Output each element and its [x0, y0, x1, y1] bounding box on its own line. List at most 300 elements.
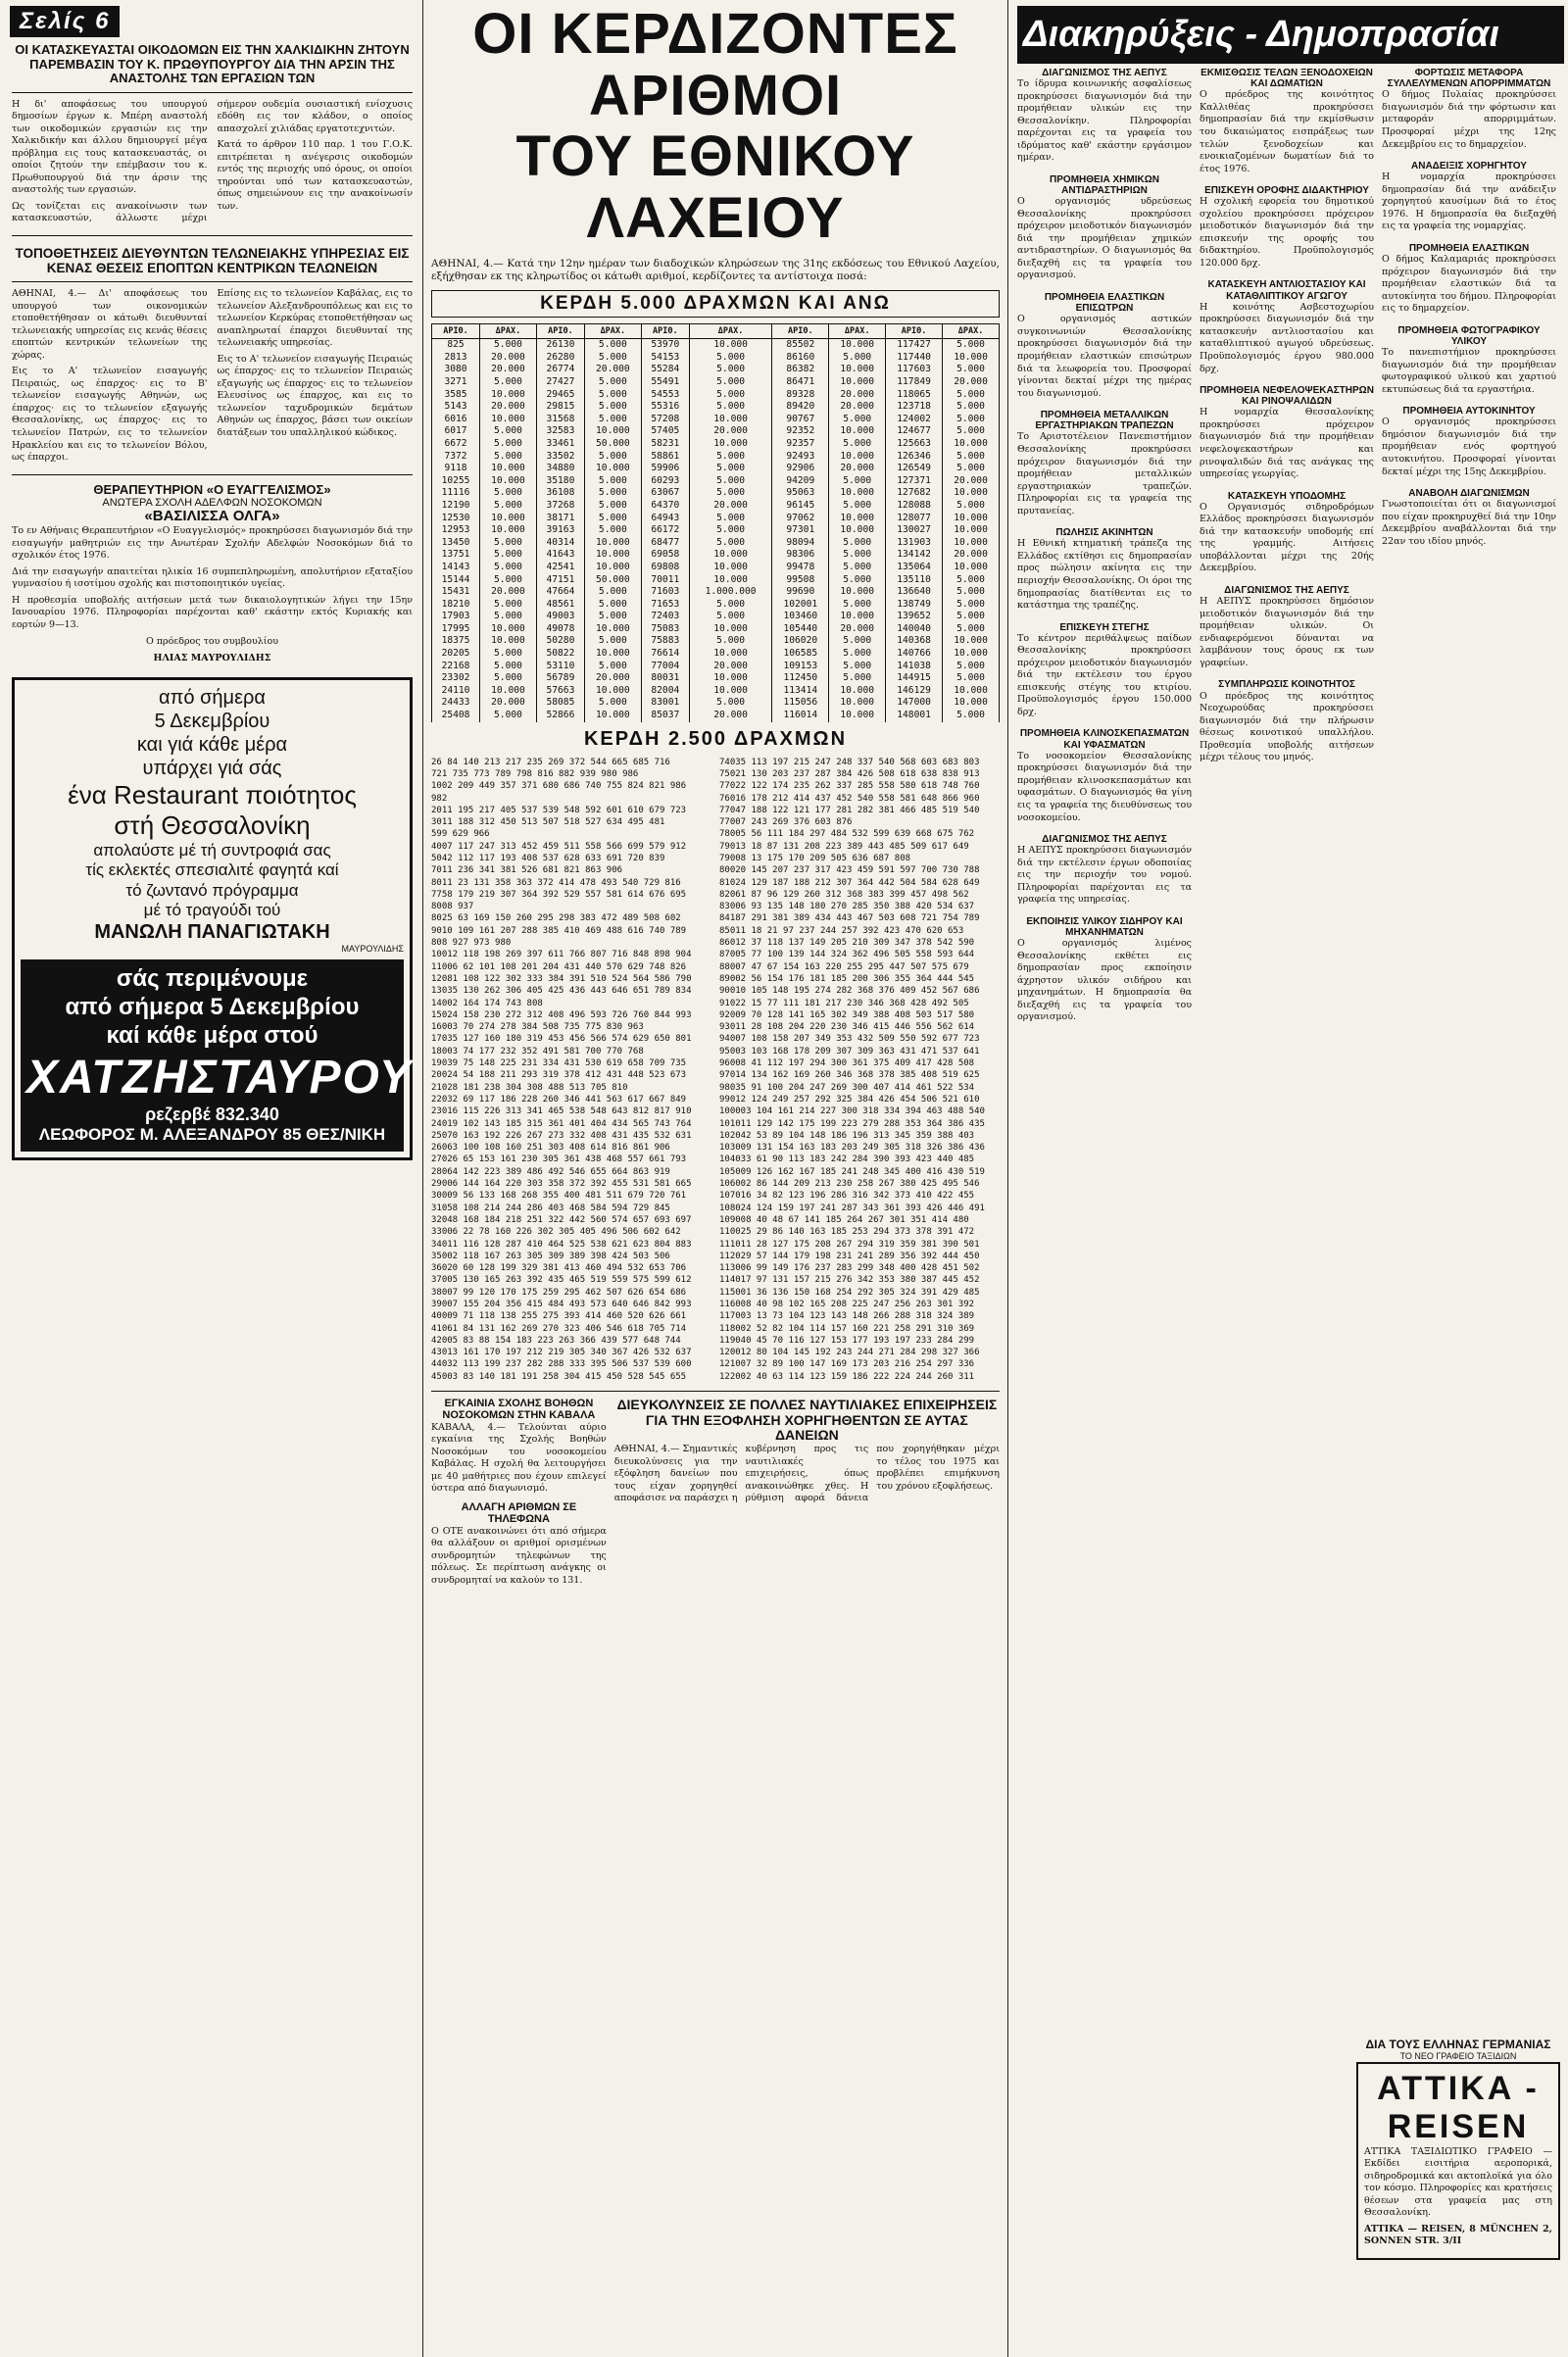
ticket-number-cell: 18375: [432, 635, 480, 648]
notice-headline: ΠΡΟΜΗΘΕΙΑ ΑΥΤΟΚΙΝΗΤΟΥ: [1402, 406, 1536, 417]
article-paragraph: ΑΘΗΝΑΙ, 4.— Σημαντικές διευκολύνσεις για την εξόφληση δανείων που τους είχαν χορηγηθεί αποφάσισε να παράσχει η κυβέρνηση προς τις ναυτιλιακές επιχειρήσεις, όπως ανακοινώθηκε χθες. Η ρύθμιση αφορά δάνεια που χορηγήθηκαν μέχρι το τέλος του 1975 και προβλέπει επιμήκυνση του χρόνου εξοφλήσεως.: [613, 1444, 1000, 1504]
ad-line: μέ τό τραγούδι τού: [143, 901, 281, 920]
table-row: [432, 425, 1000, 438]
prize-amount-cell: 5.000: [829, 599, 886, 612]
prize-amount-cell: 5.000: [480, 599, 537, 612]
notice-text: Ο πρόεδρος της κοινότητος Καλλιθέας προκηρύσσει δημοπρασίαν διά την εκμίσθωσιν του δικαιώματος εισπράξεως των τελών ξενοδοχείων και ενοικιαζομένων δωματίων διά το έτος 1976.: [1200, 89, 1374, 174]
prize-amount-cell: 5.000: [480, 339, 537, 352]
table-row: [432, 672, 1000, 685]
number-line: 982: [431, 793, 448, 804]
prize-amount-cell: 5.000: [943, 710, 1000, 722]
number-line: 20024 54 188 211 293 319 378 412 431 448 523 673: [431, 1070, 687, 1081]
prize-amount-cell: 5.000: [689, 376, 772, 389]
article-nursing-school: [4, 479, 420, 673]
prize-amount-cell: 10.000: [829, 364, 886, 376]
number-line: 120012 80 104 145 192 243 244 271 284 298 327 366: [719, 1348, 980, 1358]
prize-amount-cell: 5.000: [943, 500, 1000, 513]
prize-amount-cell: 20.000: [829, 389, 886, 402]
number-line: 74035 113 197 215 247 248 337 540 568 603 683 803: [719, 757, 980, 767]
prize-amount-cell: 5.000: [829, 475, 886, 488]
ad-line: απολαύστε μέ τή συντροφιά σας: [93, 840, 331, 859]
notice-headline: ΔΙΑΓΩΝΙΣΜΟΣ ΤΗΣ ΑΕΠΥΣ: [1042, 834, 1167, 846]
ticket-number-cell: 6017: [432, 425, 480, 438]
ticket-number-cell: 136640: [886, 586, 943, 599]
number-line: 22032 69 117 186 228 260 346 441 563 617 667 849: [431, 1094, 687, 1105]
ticket-number-cell: 23302: [432, 672, 480, 685]
number-line: 113006 99 149 176 237 283 299 348 400 428 451 502: [719, 1263, 980, 1274]
winning-numbers-table: [431, 323, 1000, 721]
ticket-number-cell: 117603: [886, 364, 943, 376]
article-headline: ΤΟΠΟΘΕΤΗΣΕΙΣ ΔΙΕΥΘΥΝΤΩΝ ΤΕΛΩΝΕΙΑΚΗΣ ΥΠΗΡΕΣΙΑΣ ΕΙΣ ΚΕΝΑΣ ΘΕΣΕΙΣ ΕΠΟΠΤΩΝ ΚΕΝΤΡΙΚΩΝ ΤΕΛΩΝΕΙΩΝ: [15, 245, 410, 276]
table-row: [432, 710, 1000, 722]
ticket-number-cell: 7372: [432, 451, 480, 464]
ticket-number-cell: 36108: [536, 487, 584, 500]
number-line: 16003 70 274 278 384 508 735 775 830 963: [431, 1022, 644, 1033]
table-row: [432, 475, 1000, 488]
prize-amount-cell: 10.000: [584, 623, 641, 636]
prize-amount-cell: 5.000: [943, 574, 1000, 587]
table-header-row: [432, 324, 1000, 339]
prize-amount-cell: 20.000: [829, 463, 886, 475]
notice-text: Η ΑΕΠΥΣ προκηρύσσει διαγωνισμόν διά την εκτέλεσιν έργων οδοποιίας εις την περιοχήν του νομού. Πληροφορίαι παρέχονται εις τα γραφεία της υπηρεσίας.: [1017, 845, 1192, 906]
prize-amount-cell: 5.000: [584, 352, 641, 365]
ticket-number-cell: 11116: [432, 487, 480, 500]
prize-amount-cell: 20.000: [689, 500, 772, 513]
table-heading: ΚΕΡΔΗ 5.000 ΔΡΑΧΜΩΝ ΚΑΙ ΑΝΩ: [431, 290, 1000, 318]
ticket-number-cell: 20205: [432, 648, 480, 661]
notice-item: [1017, 527, 1192, 612]
number-line: 9010 109 161 207 288 385 410 469 488 616 740 789: [431, 925, 687, 936]
prize-amount-cell: 20.000: [480, 697, 537, 710]
prize-amount-cell: 5.000: [689, 487, 772, 500]
prize-amount-cell: 10.000: [480, 623, 537, 636]
article-paragraph: Διά την εισαγωγήν απαιτείται ηλικία 16 συμπεπληρωμένη, απολυτήριον εξαταξίου γυμνασίου ή ισοτίμου σχολής και πιστοποιητικόν υγείας.: [12, 565, 413, 590]
prize-amount-cell: 5.000: [480, 611, 537, 623]
table-row: [432, 524, 1000, 537]
lottery-intro: ΑΘΗΝΑΙ, 4.— Κατά την 12ην ημέραν των διαδοχικών κληρώσεων της 31ης εκδόσεως του Εθνικού Λαχείου, εξήχθησαν εκ της κληρωτίδος οι κάτωθι αριθμοί, κερδίζοντες τα αντίστοιχα ποσά:: [431, 257, 1000, 283]
prize-amount-cell: 20.000: [943, 549, 1000, 562]
ticket-number-cell: 92906: [772, 463, 829, 475]
ticket-number-cell: 13450: [432, 537, 480, 550]
ad-address: ATTIKA — REISEN, 8 MÜNCHEN 2, SONNEN STR. 3/II: [1364, 2223, 1552, 2247]
ad-line: 5 Δεκεμβρίου: [154, 710, 270, 732]
ticket-number-cell: 60293: [641, 475, 689, 488]
number-line: 27026 65 153 161 230 305 361 438 468 557 661 793: [431, 1154, 687, 1165]
ad-side-text: ΜΑΥΡΟΥΛΙΔΗΣ: [341, 944, 404, 955]
prize-amount-cell: 5.000: [480, 425, 537, 438]
prize-amount-cell: 10.000: [829, 487, 886, 500]
number-line: 98035 91 100 204 247 269 300 407 414 461 522 534: [719, 1082, 975, 1093]
ticket-number-cell: 99508: [772, 574, 829, 587]
column-header: ΔΡΑΧ.: [584, 324, 641, 339]
prize-amount-cell: 10.000: [689, 339, 772, 352]
prize-amount-cell: 5.000: [689, 635, 772, 648]
ticket-number-cell: 3271: [432, 376, 480, 389]
prize-amount-cell: 20.000: [943, 376, 1000, 389]
ticket-number-cell: 106585: [772, 648, 829, 661]
notice-text: Το νοσοκομείον Θεσσαλονίκης προκηρύσσει διαγωνισμόν διά την προμήθειαν κλινοσκεπασμάτων και υφασμάτων. Ο διαγωνισμός θα γίνη εις τα γραφεία της διευθύνσεως του νοσοκομείου.: [1017, 750, 1192, 823]
ticket-number-cell: 77004: [641, 661, 689, 673]
prize-amount-cell: 10.000: [829, 586, 886, 599]
ticket-number-cell: 140766: [886, 648, 943, 661]
notice-item: [1382, 68, 1556, 151]
prize-amount-cell: 10.000: [829, 524, 886, 537]
ticket-number-cell: 86471: [772, 376, 829, 389]
table-row: [432, 438, 1000, 451]
number-line: 8025 63 169 150 260 295 298 383 472 489 508 602: [431, 913, 681, 924]
prize-amount-cell: 10.000: [689, 549, 772, 562]
number-line: 19039 75 148 225 231 334 431 530 619 658 709 735: [431, 1058, 687, 1069]
ticket-number-cell: 66172: [641, 524, 689, 537]
ad-subtitle: ΤΟ ΝΕΟ ΓΡΑΦΕΙΟ ΤΑΞΙΔΙΩΝ: [1399, 2051, 1517, 2062]
ticket-number-cell: 38171: [536, 513, 584, 525]
ticket-number-cell: 34880: [536, 463, 584, 475]
notice-text: Ο δήμος Καλαμαριάς προκηρύσσει πρόχειρον διαγωνισμόν διά την προμήθειαν ελαστικών διά τα αυτοκίνητα του δήμου. Πληροφορίαι εις το δημαρχείον.: [1382, 254, 1556, 315]
prize-amount-cell: 10.000: [584, 537, 641, 550]
table-row: [432, 414, 1000, 426]
prize-amount-cell: 10.000: [829, 685, 886, 698]
ticket-number-cell: 140368: [886, 635, 943, 648]
prize-amount-cell: 5.000: [943, 672, 1000, 685]
ticket-number-cell: 50280: [536, 635, 584, 648]
table-row: [432, 549, 1000, 562]
number-line: 86012 37 118 137 149 205 210 309 347 378 542 590: [719, 938, 975, 949]
ad-line: στή Θεσσαλονίκη: [114, 810, 311, 840]
prize-amount-cell: 5.000: [943, 389, 1000, 402]
prize-amount-cell: 5.000: [943, 401, 1000, 414]
prize-amount-cell: 5.000: [584, 500, 641, 513]
table-row: [432, 389, 1000, 402]
number-line: 45003 83 140 181 191 258 304 415 450 528 545 655: [431, 1371, 687, 1382]
ad-line: τό ζωντανό πρόγραμμα: [125, 880, 299, 900]
table-row: [432, 648, 1000, 661]
ticket-number-cell: 125663: [886, 438, 943, 451]
prize-amount-cell: 5.000: [480, 376, 537, 389]
ticket-number-cell: 13751: [432, 549, 480, 562]
ticket-number-cell: 140040: [886, 623, 943, 636]
prize-amount-cell: 10.000: [689, 414, 772, 426]
ticket-number-cell: 58231: [641, 438, 689, 451]
notice-text: Ο δήμος Πυλαίας προκηρύσσει διαγωνισμόν διά την φόρτωσιν και μεταφοράν απορριμμάτων. Προσφοραί μέχρι της 12ης Δεκεμβρίου εις το δημαρχείον.: [1382, 89, 1556, 150]
number-line: 121007 32 89 100 147 169 173 203 216 254 297 336: [719, 1359, 975, 1370]
prize-amount-cell: 5.000: [689, 352, 772, 365]
notice-headline: ΠΡΟΜΗΘΕΙΑ ΕΛΑΣΤΙΚΩΝ: [1408, 242, 1530, 254]
notice-text: Ο Οργανισμός σιδηροδρόμων Ελλάδος προκηρύσσει διαγωνισμόν διά την κατασκευήν υποδομής επί της γραμμής. Αιτήσεις υποβάλλονται μέχρι της 20ής Δεκεμβρίου.: [1200, 501, 1374, 574]
ticket-number-cell: 86160: [772, 352, 829, 365]
prize-amount-cell: 10.000: [943, 438, 1000, 451]
number-line: 721 735 773 789 798 816 882 939 980 986: [431, 768, 639, 779]
ticket-number-cell: 146129: [886, 685, 943, 698]
prize-amount-cell: 5.000: [689, 537, 772, 550]
column-header: ΔΡΑΧ.: [829, 324, 886, 339]
prize-amount-cell: 10.000: [480, 635, 537, 648]
number-line: 89002 56 154 176 181 185 200 306 355 364 444 545: [719, 973, 975, 984]
ticket-number-cell: 116014: [772, 710, 829, 722]
number-line: 77022 122 174 235 262 337 285 558 580 618 748 760: [719, 781, 980, 792]
ticket-number-cell: 26774: [536, 364, 584, 376]
number-line: 14002 164 174 743 808: [431, 998, 543, 1008]
prize-amount-cell: 20.000: [689, 425, 772, 438]
ticket-number-cell: 69058: [641, 549, 689, 562]
ticket-number-cell: 135064: [886, 562, 943, 574]
table-row: [432, 463, 1000, 475]
ticket-number-cell: 127682: [886, 487, 943, 500]
number-line: 85011 18 21 97 237 244 257 392 423 470 620 653: [719, 925, 964, 936]
ticket-number-cell: 82004: [641, 685, 689, 698]
ticket-number-cell: 95063: [772, 487, 829, 500]
ticket-number-cell: 55316: [641, 401, 689, 414]
article-headline: ΕΓΚΑΙΝΙΑ ΣΧΟΛΗΣ ΒΟΗΘΩΝ ΝΟΣΟΚΟΜΩΝ ΣΤΗΝ ΚΑΒΑΛΑ: [442, 1398, 596, 1422]
ticket-number-cell: 115056: [772, 697, 829, 710]
number-line: 7758 179 219 307 364 392 529 557 581 614 676 695: [431, 889, 687, 900]
ticket-number-cell: 103460: [772, 611, 829, 623]
article-paragraph: Ως τονίζεται εις ανακοίνωσιν των κατασκευαστών, άλλωστε μέχρι σήμερον ουδεμία ουσιαστική ενίσχυσις εδόθη εις τον κλάδον, ο οποίος απασχολεί χιλιάδας εργατοτεχνιτών.: [12, 98, 413, 224]
prize-amount-cell: 5.000: [689, 364, 772, 376]
number-line: 42005 83 88 154 183 223 263 366 439 577 648 744: [431, 1335, 681, 1346]
ticket-number-cell: 139652: [886, 611, 943, 623]
prize-amount-cell: 5.000: [829, 549, 886, 562]
ticket-number-cell: 118065: [886, 389, 943, 402]
ticket-number-cell: 99478: [772, 562, 829, 574]
ticket-number-cell: 6672: [432, 438, 480, 451]
ticket-number-cell: 126346: [886, 451, 943, 464]
article-paragraph: ΑΘΗΝΑΙ, 4.— Δι' αποφάσεως του υπουργού των οικονομικών ετοποθετήθησαν οι κάτωθι διευθυνταί τελωνειακής υπηρεσίας εις κενάς θέσεις εποπτών κεντρικών τελωνείων της χώρας.: [12, 288, 208, 361]
prize-amount-cell: 5.000: [943, 586, 1000, 599]
number-line: 100003 104 161 214 227 300 318 334 394 463 488 540: [719, 1106, 985, 1117]
prize-amount-cell: 10.000: [584, 549, 641, 562]
ticket-number-cell: 69808: [641, 562, 689, 574]
ticket-number-cell: 117440: [886, 352, 943, 365]
number-line: 94007 108 158 207 349 353 432 509 550 592 677 723: [719, 1034, 980, 1045]
number-line: 102042 53 89 104 148 186 196 313 345 359 388 403: [719, 1130, 975, 1141]
ticket-number-cell: 52866: [536, 710, 584, 722]
number-line: 7011 236 341 381 526 681 821 863 906: [431, 865, 623, 876]
article-customs: [4, 240, 420, 470]
center-column: [427, 0, 1004, 2357]
number-line: 23016 115 226 313 341 465 538 548 643 812 817 910: [431, 1106, 692, 1117]
number-line: 93011 28 108 204 220 230 346 415 446 556 562 614: [719, 1022, 975, 1033]
number-line: 30009 56 133 168 268 355 400 481 511 679 720 761: [431, 1191, 687, 1202]
ticket-number-cell: 124677: [886, 425, 943, 438]
prize-amount-cell: 10.000: [480, 513, 537, 525]
ticket-number-cell: 9118: [432, 463, 480, 475]
prize-amount-cell: 10.000: [584, 685, 641, 698]
notice-item: [1017, 292, 1192, 400]
prize-amount-cell: 5.000: [584, 524, 641, 537]
notice-headline: ΠΡΟΜΗΘΕΙΑ ΜΕΤΑΛΛΙΚΩΝ ΕΡΓΑΣΤΗΡΙΑΚΩΝ ΤΡΑΠΕΖΩΝ: [1035, 410, 1174, 432]
prize-amount-cell: 50.000: [584, 574, 641, 587]
prize-amount-cell: 20.000: [480, 401, 537, 414]
prize-amount-cell: 10.000: [480, 414, 537, 426]
table-row: [432, 401, 1000, 414]
notice-item: [1200, 185, 1374, 270]
prize-amount-cell: 10.000: [689, 685, 772, 698]
ticket-number-cell: 89328: [772, 389, 829, 402]
notice-headline: ΔΙΑΓΩΝΙΣΜΟΣ ΤΗΣ ΑΕΠΥΣ: [1224, 584, 1349, 596]
ticket-number-cell: 64370: [641, 500, 689, 513]
prize-amount-cell: 5.000: [689, 401, 772, 414]
table-row: [432, 599, 1000, 612]
table-row: [432, 562, 1000, 574]
notices-column-1: [1017, 68, 1192, 1034]
number-line: 38007 99 120 170 175 259 295 462 507 626 654 686: [431, 1287, 687, 1298]
prize-amount-cell: 10.000: [943, 487, 1000, 500]
notice-item: [1382, 243, 1556, 316]
prize-amount-cell: 10.000: [689, 574, 772, 587]
notice-item: [1017, 410, 1192, 517]
prize-amount-cell: 5.000: [584, 339, 641, 352]
prize-amount-cell: 5.000: [584, 389, 641, 402]
number-line: 105009 126 162 167 185 241 248 345 400 416 430 519: [719, 1166, 985, 1177]
table-row: [432, 500, 1000, 513]
ticket-number-cell: 71653: [641, 599, 689, 612]
ticket-number-cell: 68477: [641, 537, 689, 550]
number-line: 111011 28 127 175 208 267 294 319 359 381 390 501: [719, 1239, 980, 1250]
prize-amount-cell: 10.000: [943, 697, 1000, 710]
prize-amount-cell: 5.000: [689, 463, 772, 475]
right-column: [1013, 0, 1564, 2357]
notice-headline: ΕΠΙΣΚΕΥΗ ΣΤΕΓΗΣ: [1059, 621, 1150, 633]
ticket-number-cell: 55491: [641, 376, 689, 389]
page-number-logo: Σελίς 6: [10, 6, 120, 37]
prize-amount-cell: 10.000: [943, 524, 1000, 537]
number-line: 118002 52 82 104 114 157 160 221 258 291 310 369: [719, 1323, 975, 1334]
prize-amount-cell: 10.000: [480, 389, 537, 402]
notice-item: [1200, 491, 1374, 575]
ticket-number-cell: 147000: [886, 697, 943, 710]
number-line: 91022 15 77 111 181 217 230 346 368 428 492 505: [719, 998, 969, 1008]
notice-headline: ΠΡΟΜΗΘΕΙΑ ΕΛΑΣΤΙΚΩΝ ΕΠΙΣΩΤΡΩΝ: [1044, 292, 1165, 315]
table-row: [432, 611, 1000, 623]
prize-amount-cell: 10.000: [480, 685, 537, 698]
second-heading: ΚΕΡΔΗ 2.500 ΔΡΑΧΜΩΝ: [583, 727, 848, 750]
prize-amount-cell: 5.000: [829, 562, 886, 574]
number-line: 97014 134 162 169 260 346 368 378 385 408 519 625: [719, 1070, 980, 1081]
prize-amount-cell: 5.000: [943, 414, 1000, 426]
ticket-number-cell: 42541: [536, 562, 584, 574]
notice-item: [1017, 174, 1192, 282]
prize-amount-cell: 5.000: [689, 697, 772, 710]
article-headline: ΔΙΕΥΚΟΛΥΝΣΕΙΣ ΣΕ ΠΟΛΛΕΣ ΝΑΥΤΙΛΙΑΚΕΣ ΕΠΙΧΕΙΡΗΣΕΙΣ ΓΙΑ ΤΗΝ ΕΞΟΦΛΗΣΗ ΧΟΡΗΓΗΘΕΝΤΩΝ ΣΕ ΑΥΤΑΣ ΔΑΝΕΙΩΝ: [616, 1397, 998, 1444]
ticket-number-cell: 29465: [536, 389, 584, 402]
article-paragraph: Η προθεσμία υποβολής αιτήσεων μετά των δικαιολογητικών λήγει την 15ην Ιανουαρίου 1976. Πληροφορίαι παρέχονται καθ' εκάστην εκτός Κυριακής και εορτών 9—13.: [12, 594, 413, 630]
table-row: [432, 487, 1000, 500]
ticket-number-cell: 26130: [536, 339, 584, 352]
restaurant-advertisement: [4, 673, 420, 1164]
notice-headline: ΕΚΜΙΣΘΩΣΙΣ ΤΕΛΩΝ ΞΕΝΟΔΟΧΕΙΩΝ ΚΑΙ ΔΩΜΑΤΙΩΝ: [1200, 68, 1373, 90]
column-header: ΑΡΙΘ.: [641, 324, 689, 339]
ticket-number-cell: 85037: [641, 710, 689, 722]
lottery-headline-line2: ΤΟΥ ΕΘΝΙΚΟΥ ΛΑΧΕΙΟΥ: [515, 124, 915, 250]
prize-amount-cell: 5.000: [943, 463, 1000, 475]
prize-amount-cell: 1.000.000: [689, 586, 772, 599]
number-line: 28064 142 223 389 486 492 546 655 664 863 919: [431, 1166, 670, 1177]
ticket-number-cell: 26280: [536, 352, 584, 365]
notice-text: Ο οργανισμός υδρεύσεως Θεσσαλονίκης προκηρύσσει πρόχειρον μειοδοτικόν διαγωνισμόν διά την προμήθειαν χημικών αντιδραστηρίων. Ο διαγωνισμός θα διεξαχθή εις τα γραφεία του οργανισμού.: [1017, 196, 1192, 281]
notice-item: [1382, 161, 1556, 233]
ticket-number-cell: 27427: [536, 376, 584, 389]
number-line: 81024 129 187 188 212 307 364 442 504 584 628 649: [719, 877, 980, 888]
notice-text: Η σχολική εφορεία του δημοτικού σχολείου προκηρύσσει πρόχειρον μειοδοτικόν διαγωνισμόν διά την επισκευήν της οροφής του διδακτηρίου. Προϋπολογισμός 120.000 δρχ.: [1200, 196, 1374, 269]
ticket-number-cell: 97062: [772, 513, 829, 525]
article-kicker: ΘΕΡΑΠΕΥΤΗΡΙΟΝ «Ο ΕΥΑΓΓΕΛΙΣΜΟΣ»: [93, 481, 331, 497]
ad-kicker: ΔΙΑ ΤΟΥΣ ΕΛΛΗΝΑΣ ΓΕΡΜΑΝΙΑΣ: [1365, 2038, 1551, 2051]
ticket-number-cell: 148001: [886, 710, 943, 722]
ticket-number-cell: 92352: [772, 425, 829, 438]
prize-amount-cell: 10.000: [829, 339, 886, 352]
number-line: 92009 70 128 141 165 302 349 388 408 503 517 580: [719, 1009, 975, 1020]
number-line: 119040 45 70 116 127 153 177 193 197 233 284 299: [719, 1335, 975, 1346]
prize-amount-cell: 10.000: [689, 672, 772, 685]
prize-amount-cell: 5.000: [584, 401, 641, 414]
prize-amount-cell: 5.000: [829, 500, 886, 513]
number-line: 32048 168 184 218 251 322 442 560 574 657 693 697: [431, 1214, 692, 1225]
ticket-number-cell: 113414: [772, 685, 829, 698]
prize-amount-cell: 10.000: [689, 438, 772, 451]
notice-text: Γνωστοποιείται ότι οι διαγωνισμοί που είχαν προκηρυχθεί διά την 10ην Δεκεμβρίου αναβάλλονται διά την 22αν του ιδίου μηνός.: [1382, 499, 1556, 547]
notice-text: Ο πρόεδρος της κοινότητος Νεοχωρούδας προκηρύσσει διαγωνισμόν διά την πλήρωσιν θέσεως κοινοτικού υπαλλήλου. Προθεσμία υποβολής αιτήσεων μέχρι τέλους του μηνός.: [1200, 690, 1374, 763]
ticket-number-cell: 106020: [772, 635, 829, 648]
number-line: 26 84 140 213 217 235 269 372 544 665 685 716: [431, 757, 670, 767]
number-line: 11006 62 101 108 201 204 431 440 570 629 748 826: [431, 961, 687, 972]
notice-headline: ΠΡΟΜΗΘΕΙΑ ΧΗΜΙΚΩΝ ΑΝΤΙΔΡΑΣΤΗΡΙΩΝ: [1050, 173, 1159, 197]
prize-amount-cell: 10.000: [689, 623, 772, 636]
number-line: 96008 41 112 197 294 300 361 375 409 417 428 508: [719, 1058, 975, 1069]
prize-amount-cell: 5.000: [689, 389, 772, 402]
ticket-number-cell: 47151: [536, 574, 584, 587]
notice-item: [1200, 585, 1374, 669]
ticket-number-cell: 90767: [772, 414, 829, 426]
signature-name: ΗΛΙΑΣ ΜΑΥΡΟΥΛΙΔΗΣ: [153, 652, 271, 663]
ticket-number-cell: 17903: [432, 611, 480, 623]
number-list-right: [719, 757, 1000, 1383]
table-row: [432, 376, 1000, 389]
ticket-number-cell: 70011: [641, 574, 689, 587]
prize-amount-cell: 20.000: [689, 710, 772, 722]
notice-headline: ΕΚΠΟΙΗΣΙΣ ΥΛΙΚΟΥ ΣΙΔΗΡΟΥ ΚΑΙ ΜΗΧΑΝΗΜΑΤΩΝ: [1026, 915, 1183, 939]
prize-amount-cell: 5.000: [689, 599, 772, 612]
ticket-number-cell: 825: [432, 339, 480, 352]
ticket-number-cell: 112450: [772, 672, 829, 685]
column-header: ΔΡΑΧ.: [480, 324, 537, 339]
prize-amount-cell: 5.000: [584, 599, 641, 612]
ad-brand: ΧΑΤΖΗΣΤΑΥΡΟΥ: [26, 1051, 413, 1104]
number-line: 8008 937: [431, 902, 474, 912]
ticket-number-cell: 92357: [772, 438, 829, 451]
prize-amount-cell: 10.000: [480, 475, 537, 488]
ticket-number-cell: 57405: [641, 425, 689, 438]
article-paragraph: Η δι' αποφάσεως του υπουργού δημοσίων έργων κ. Μπέρη αναστολή των οικοδομικών εργασιών εις την Χαλκιδικήν και άλλου δημιουργεί μέγα πρόβλημα εις τους κατασκευαστάς, οι οποίοι ζητούν την επέμβασιν του κ. Πρωθυπουργού διά την άρσιν της αναστολής των εργασιών.: [12, 98, 208, 196]
ticket-number-cell: 131903: [886, 537, 943, 550]
ticket-number-cell: 47664: [536, 586, 584, 599]
left-column: [4, 0, 420, 2357]
prize-amount-cell: 10.000: [584, 463, 641, 475]
number-line: 21028 181 238 304 308 488 513 705 810: [431, 1082, 628, 1093]
number-line: 80020 145 207 237 317 423 459 591 597 700 730 788: [719, 865, 980, 876]
prize-amount-cell: 10.000: [943, 352, 1000, 365]
prize-amount-cell: 5.000: [829, 672, 886, 685]
prize-amount-cell: 5.000: [943, 661, 1000, 673]
ticket-number-cell: 50822: [536, 648, 584, 661]
notice-item: [1017, 916, 1192, 1024]
ticket-number-cell: 99690: [772, 586, 829, 599]
prize-amount-cell: 5.000: [584, 697, 641, 710]
table-row: [432, 339, 1000, 352]
ticket-number-cell: 5143: [432, 401, 480, 414]
ticket-number-cell: 85502: [772, 339, 829, 352]
ticket-number-cell: 134142: [886, 549, 943, 562]
notice-headline: ΠΡΟΜΗΘΕΙΑ ΚΛΙΝΟΣΚΕΠΑΣΜΑΤΩΝ ΚΑΙ ΥΦΑΣΜΑΤΩΝ: [1019, 728, 1190, 751]
